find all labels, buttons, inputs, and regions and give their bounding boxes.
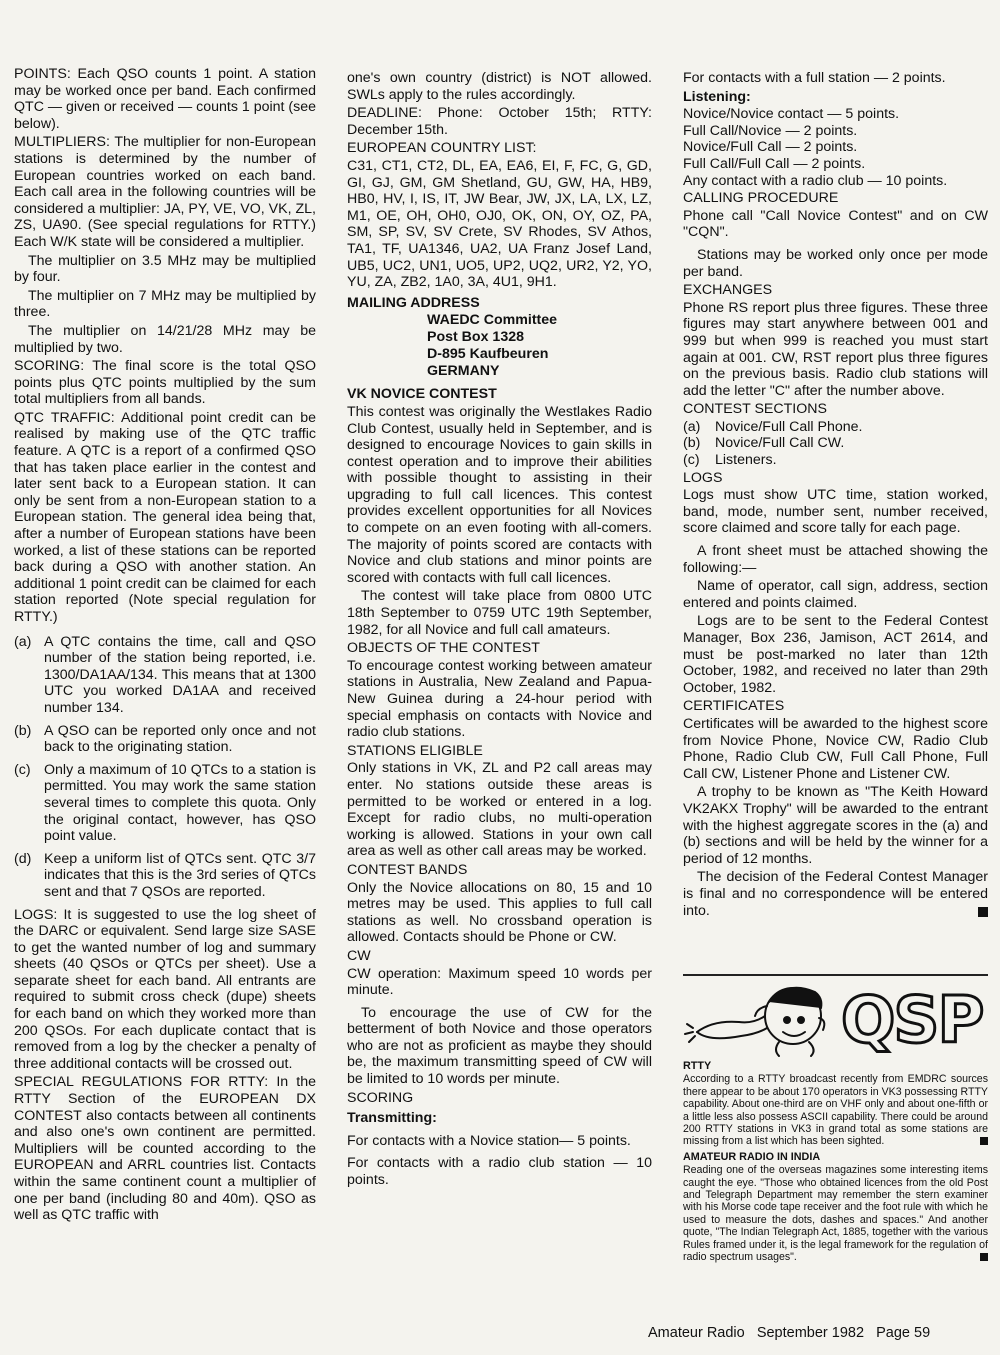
vk-novice-heading: VK NOVICE CONTEST [347,386,497,403]
eu-list-heading: EUROPEAN COUNTRY LIST: [347,140,537,157]
section-item [683,419,988,436]
multipliers-paragraph: MULTIPLIERS: The multiplier for non-European stations is determined by the number of European countries worked on each band. Each call area in the following countries will be considered a multiplier: JA, PY, VE, VO, VK, ZL, ZS, UA90. (See special regulations for RTTY.) Each W/K state will be considered a multiplier. [14,134,316,250]
end-mark-icon [980,1253,988,1261]
calling-once-paragraph: Stations may be worked only once per mode per band. [683,246,988,280]
list-item: Any contact with a radio club — 10 points. [683,172,948,189]
exchanges-heading: EXCHANGES [683,282,773,299]
rtty-heading: RTTY [683,1060,712,1072]
listening-list [683,106,988,189]
publication-name: Amateur Radio [648,1325,745,1341]
vk-date-paragraph: The contest will take place from 0800 UTC 18th September to 0759 UTC 19th September, 1982, for all Novice and full call amateurs. [347,588,652,638]
special-rtty-paragraph: SPECIAL REGULATIONS FOR RTTY: In the RTTY Section of the EUROPEAN DX CONTEST also contacts between all continents and also one's own continent are permitted. Multipliers will be counted according to the EUROPEAN and ARRL countries list. Contacts within the same continent count a multiplier of one per band (including 80 and 40m). QSO as well as QTC traffic with [14,1074,316,1224]
qsp-column [683,1060,988,1264]
mailing-address [427,312,652,380]
page-footer [648,1325,930,1341]
section-item [683,435,988,452]
page-number: Page 59 [876,1325,931,1341]
stations-heading: STATIONS ELIGIBLE [347,742,483,759]
qsp-banner [683,976,988,1058]
item-label: (a) [14,633,32,650]
mult-35-paragraph: The multiplier on 3.5 MHz may be multiplied by four. [14,252,316,286]
item-label: (b) [683,435,701,452]
section-item [683,452,988,469]
tx-full: For contacts with a full station — 2 points. [683,70,946,86]
list-item: Novice/Novice contact — 5 points. [683,106,900,123]
qsp-logo: QSP [841,984,983,1058]
certificates-heading: CERTIFICATES [683,698,785,715]
qtc-item-c [14,762,316,845]
mult-7-paragraph: The multiplier on 7 MHz may be multiplied by three. [14,287,316,321]
cw-heading: CW [347,947,371,964]
rtty-paragraph [683,1073,988,1147]
cw-encourage-paragraph: To encourage the use of CW for the betterment of both Novice and those operators who are not as proficient as maybe they should be, the maximum transmitting speed of CW will be limited to 10 words per minute. [347,1004,652,1088]
objects-paragraph: To encourage contest working between amateur stations in Australia, New Zealand and Papua-New Guinea during a 24-hour period with special emphasis on contacts with Novice and radio club stations. [347,657,652,741]
end-mark-icon [978,907,988,917]
points-paragraph: POINTS: Each QSO counts 1 point. A station may be worked once per band. Each confirmed QTC — given or received — counts 1 point (see below). [14,66,317,132]
item-text: Novice/Full Call Phone. [715,418,863,435]
decision-text: The decision of the Federal Contest Manager is final and no correspondence will be entered into. [683,869,988,919]
list-item: Full Call/Novice — 2 points. [683,122,858,139]
mailing-address-heading: MAILING ADDRESS [347,294,480,311]
front-sheet-paragraph: A front sheet must be attached showing the following:— [683,543,988,576]
item-text: Listeners. [715,452,777,469]
front-sheet-details: Name of operator, call sign, address, section entered and points claimed. [683,578,988,611]
objects-heading: OBJECTS OF THE CONTEST [347,640,540,657]
item-label: (c) [14,761,31,778]
stations-paragraph: Only stations in VK, ZL and P2 call areas may enter. No stations outside these areas is permitted to be worked or entered in a log. Except for radio clubs, no multi-operation working is allowed. Stations in your own call area as well as other call areas may be worked. [347,760,652,860]
tx-club: For contacts with a radio club station — 10 points. [347,1155,652,1189]
india-heading: AMATEUR RADIO IN INDIA [683,1150,821,1163]
mult-14-paragraph: The multiplier on 14/21/28 MHz may be multiplied by two. [14,322,316,356]
logs-requirements: Logs must show UTC time, station worked, band, mode, number sent, number received, score claimed and score tally for each page. [683,487,988,537]
scoring-heading: SCORING [347,1089,414,1106]
logs-paragraph: LOGS: It is suggested to use the log sheet of the DARC or equivalent. Send large size SASE to get the wanted number of log and summary sheets (40 QSOs or QTCs per sheet). Use a separate sheet for each band. All entrants are required to submit cross check (dupe) sheets for each band on which they worked more than 200 QSOs. For each duplicate contact that is removed from a log by the checker a penalty of three additional contacts will be crossed out. [14,906,316,1072]
item-label: (c) [683,452,700,469]
qtc-paragraph: QTC TRAFFIC: Additional point credit can be realised by making use of the QTC traffic feature. A QTC is a report of a confirmed QSO that has taken place earlier in the contest and later sent back to a European station. It can only be sent from a non-European station to a European station. The general idea being that, after a number of European stations have been worked, a list of these stations can be reported back during a QSO with another station. An additional 1 point credit can be claimed for each station reported (Note special regulation for RTTY.) [14,409,316,625]
vk-intro-paragraph: This contest was originally the Westlakes Radio Club Contest, usually held in September, and is designed to encourage Novices to gain skills in contest operation and to improve their abilities with possible thought to assisting in their upgrading to full call licences. This contest provides excellent opportunities for all Novices to compete on an even footing with all-comers. The majority of points scored are contacts with Novice and club stations and minor points are scored with contacts with full call licences. [347,403,652,586]
qsp-cartoon-icon [683,976,988,1058]
item-label: (a) [683,418,701,435]
india-text: Reading one of the overseas magazines some interesting items caught the eye. "Those who obtained licences from the old Post and Telegraph Department may remember the stern examiner with his Morse code tape receiver and the foot rule with which he used to measure the dots, dashes and spaces." And another quote, "The Indian Telegraph Act, 1885, together with the various Rules framed under it, is the legal framework for the regulation of radio spectrum usages". [683,1164,988,1264]
address-line: GERMANY [427,363,500,380]
continued-paragraph: one's own country (district) is NOT allowed. SWLs apply to the rules accordingly. [347,70,652,103]
address-line: WAEDC Committee [427,312,558,329]
rtty-text: According to a RTTY broadcast recently from EMDRC sources there appear to be about 170 operators in VK3 possessing RTTY capability. About one-third are on VHF only and about one-fifth or a little less also possess ASCII capability. There could be around 200 RTTY stations in VK3 in grand total as some stations are missing from a list which has been sighted. [683,1073,988,1148]
address-line: D-895 Kaufbeuren [427,346,549,363]
end-mark-icon [980,1137,988,1145]
issue-date: September 1982 [756,1325,865,1341]
listening-heading: Listening: [683,88,751,105]
column-1 [14,66,316,1226]
calling-heading: CALLING PROCEDURE [683,190,839,207]
column-3 [683,70,988,921]
tx-novice: For contacts with a Novice station— 5 points. [347,1132,631,1149]
bands-heading: CONTEST BANDS [347,861,468,878]
deadline-paragraph: DEADLINE: Phone: October 15th; RTTY: December 15th. [347,105,652,138]
item-label: (d) [14,850,32,867]
scoring-paragraph: SCORING: The final score is the total QSO points plus QTC points multiplied by the sum total multipliers from all bands. [14,358,316,408]
qtc-item-b [14,723,316,756]
item-text: A QSO can be reported only once and not back to the originating station. [44,722,316,756]
list-item: Full Call/Full Call — 2 points. [683,155,866,172]
logs-sent-paragraph: Logs are to be sent to the Federal Contest Manager, Box 236, Jamison, ACT 2614, and must be post-marked no later than 12th October, 1982, and received no later than 29th October, 1982. [683,613,988,696]
item-text: Keep a uniform list of QTCs sent. QTC 3/7 indicates that this is the 3rd series of QTCs sent and that 7 QSOs are reported. [44,850,316,900]
item-text: A QTC contains the time, call and QSO number of the station being reported, i.e. 1300/DA1AA/134. This means that at 1300 UTC you worked DA1AA and received number 134. [44,633,316,716]
qtc-item-d [14,851,316,901]
calling-paragraph: Phone call "Call Novice Contest" and on CW "CQN". [683,207,988,241]
trophy-paragraph: A trophy to be known as "The Keith Howard VK2AKX Trophy" will be awarded to the entrant with the highest aggregate scores in the (a) and (b) sections and will be held by the winner for a period of 12 months. [683,784,988,867]
bands-paragraph: Only the Novice allocations on 80, 15 and 10 metres may be used. This applies to full call stations as well. No crossband operation is allowed. Contacts should be Phone or CW. [347,879,652,946]
column-2 [347,70,652,1191]
sections-heading: CONTEST SECTIONS [683,401,827,418]
cw-paragraph: CW operation: Maximum speed 10 words per minute. [347,965,652,999]
item-label: (b) [14,722,32,739]
list-item: Novice/Full Call — 2 points. [683,139,858,156]
decision-paragraph [683,869,988,919]
logs-heading: LOGS [683,469,723,486]
exchanges-paragraph: Phone RS report plus three figures. These three figures may start anywhere between 001 and 999 but when 999 is reached you must start again at 001. CW, RST report plus three figures on the previous basis. Radio club stations will add the letter "C" after the number above. [683,299,988,399]
item-text: Only a maximum of 10 QTCs to a station is permitted. You may work the same station several times to complete this quota. Only the original contact, however, has QSO point value. [44,761,316,845]
certificates-paragraph: Certificates will be awarded to the highest score from Novice Phone, Novice CW, Radio Club Phone, Radio Club CW, Full Call Phone, Full Call CW, Listener Phone and Listener CW. [683,715,988,782]
transmitting-heading: Transmitting: [347,1110,437,1127]
eu-country-list: C31, CT1, CT2, DL, EA, EA6, EI, F, FC, G, GD, GI, GJ, GM, GM Shetland, GU, GW, HA, HB9, HB0, HV, I, IS, IT, JW Bear, JW, JX, LA, LX, LZ, M1, OE, OH, OH0, OJ0, OK, ON, OY, OZ, PA, SM, SP, SV, SV Crete, SV Rhodes, SV Athos, TA1, TF, UA1346, UA2, UA Franz Josef Land, UB5, UC2, UN1, UO5, UP2, UQ2, UR2, Y2, YO, YU, ZA, ZB2, 1A0, 3A, 4U1, 9H1. [347,157,652,291]
address-line: Post Box 1328 [427,329,524,346]
india-paragraph [683,1164,988,1263]
item-text: Novice/Full Call CW. [715,435,845,452]
qtc-item-a [14,634,316,717]
